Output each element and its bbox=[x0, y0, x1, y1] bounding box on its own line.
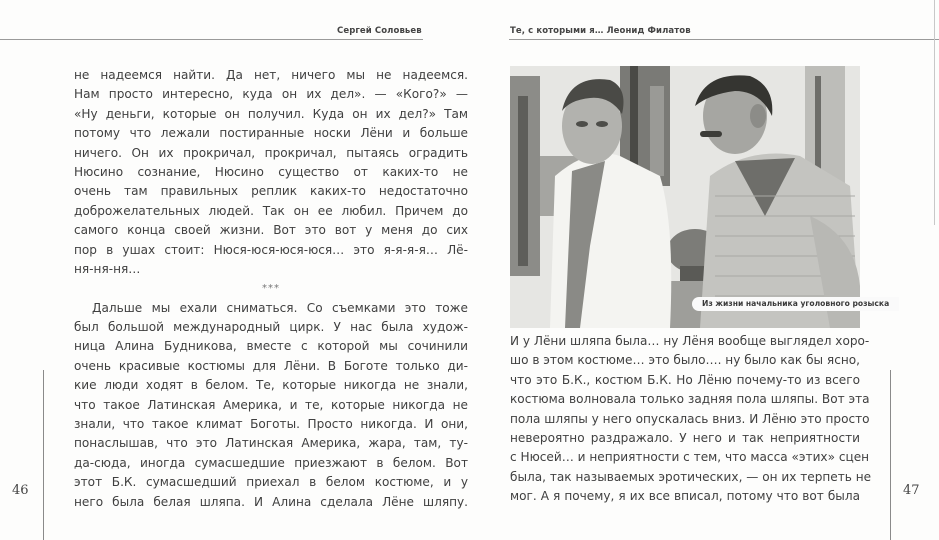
text-line: невероятно раздражало. У него и так неприятности bbox=[510, 430, 860, 445]
film-still-photo bbox=[510, 66, 860, 328]
page-edge bbox=[934, 0, 935, 225]
right-page-text bbox=[510, 332, 872, 507]
page-number-right: 47 bbox=[903, 483, 920, 498]
text-line: Нюсино сознание, Нюсино существо от каких-то не bbox=[74, 164, 468, 179]
text-line: ня-ня-ня… bbox=[74, 261, 141, 276]
text-line: был большой международный цирк. У нас была худож- bbox=[74, 320, 468, 335]
photo-caption: Из жизни начальника уголовного розыска bbox=[692, 297, 899, 311]
text-line: «Ну деньги, которые он получил. Куда он их дел?» Там bbox=[74, 106, 468, 121]
left-running-head: Сергей Соловьев bbox=[337, 26, 422, 36]
text-line: потому что лежали постиранные носки Лёни и больше bbox=[74, 126, 468, 141]
right-header-rule bbox=[509, 39, 939, 40]
left-margin-rule bbox=[43, 370, 44, 540]
photo-illustration bbox=[510, 66, 860, 328]
text-line: Дальше мы ехали сниматься. Со съемками это тоже bbox=[92, 300, 468, 315]
text-line: костюма волновала только задняя пола шляпы. Вот эта bbox=[510, 392, 870, 407]
text-line: этот Б.К. сумасшедший приехал в белом костюме, и у bbox=[74, 475, 468, 490]
text-line: шо в этом костюме… это было…. ну было как бы ясно, bbox=[510, 353, 860, 368]
text-line: очень красивые костюмы для Лёни. В Боготе только ди- bbox=[74, 358, 468, 373]
text-line: не надеемся найти. Да нет, ничего мы не надеемся. bbox=[74, 68, 468, 82]
text-line: Нам просто интересно, куда он их дел». — «Кого?» — bbox=[74, 87, 468, 102]
text-line: ничего. Он их прокричал, прокричал, пытаясь оградить bbox=[74, 145, 468, 160]
left-header-rule bbox=[0, 39, 423, 40]
text-line: И у Лёни шляпа была… ну Лёня вообще выглядел хоро- bbox=[510, 334, 870, 348]
text-line: кие люди ходят в белом. Те, которые никогда не знали, bbox=[74, 378, 468, 393]
right-running-head: Те, с которыми я… Леонид Филатов bbox=[510, 26, 691, 36]
text-line: ница Алина Будникова, вместе с которой мы сочинили bbox=[74, 339, 468, 354]
text-line: очень там правильных реплик каких-то недостаточно bbox=[74, 184, 468, 199]
text-line: была, так называемых эротических, — он их терпеть не bbox=[510, 469, 872, 484]
text-line: пола шляпы у него опускалась вниз. И Лёню это просто bbox=[510, 411, 870, 426]
text-line: знали, что такое климат Боготы. Просто никогда. И они, bbox=[74, 417, 468, 432]
text-line: мог. А я почему, я их все вписал, потому что вот была bbox=[510, 489, 860, 504]
right-margin-rule bbox=[890, 370, 891, 540]
left-page-text bbox=[74, 66, 468, 512]
text-line: пор в ушах стоит: Нюся-юся-юся-юся… это я-я-я-я… Лё- bbox=[74, 242, 468, 257]
text-line: с Нюсей… и неприятности с тем, что масса «этих» сцен bbox=[510, 450, 870, 465]
section-separator: *** bbox=[262, 283, 280, 295]
text-line: него была белая шляпа. И Алина сделала Лёне шляпу. bbox=[74, 494, 468, 509]
text-line: да-сюда, иногда сумасшедшие приезжают в белом. Вот bbox=[74, 455, 468, 470]
text-line: что это Б.К., костюм Б.К. Но Лёню почему-то из всего bbox=[510, 372, 860, 387]
page-number-left: 46 bbox=[12, 483, 29, 498]
text-line: что такое Латинская Америка, и те, которые никогда не bbox=[74, 397, 468, 412]
text-line: доброжелательных людей. Так он ее любил. Причем до bbox=[74, 203, 468, 218]
text-line: понаслышав, что это Латинская Америка, жара, там, ту- bbox=[74, 436, 468, 451]
text-line: самого конца своей жизни. Вот это вот у меня до сих bbox=[74, 223, 468, 238]
